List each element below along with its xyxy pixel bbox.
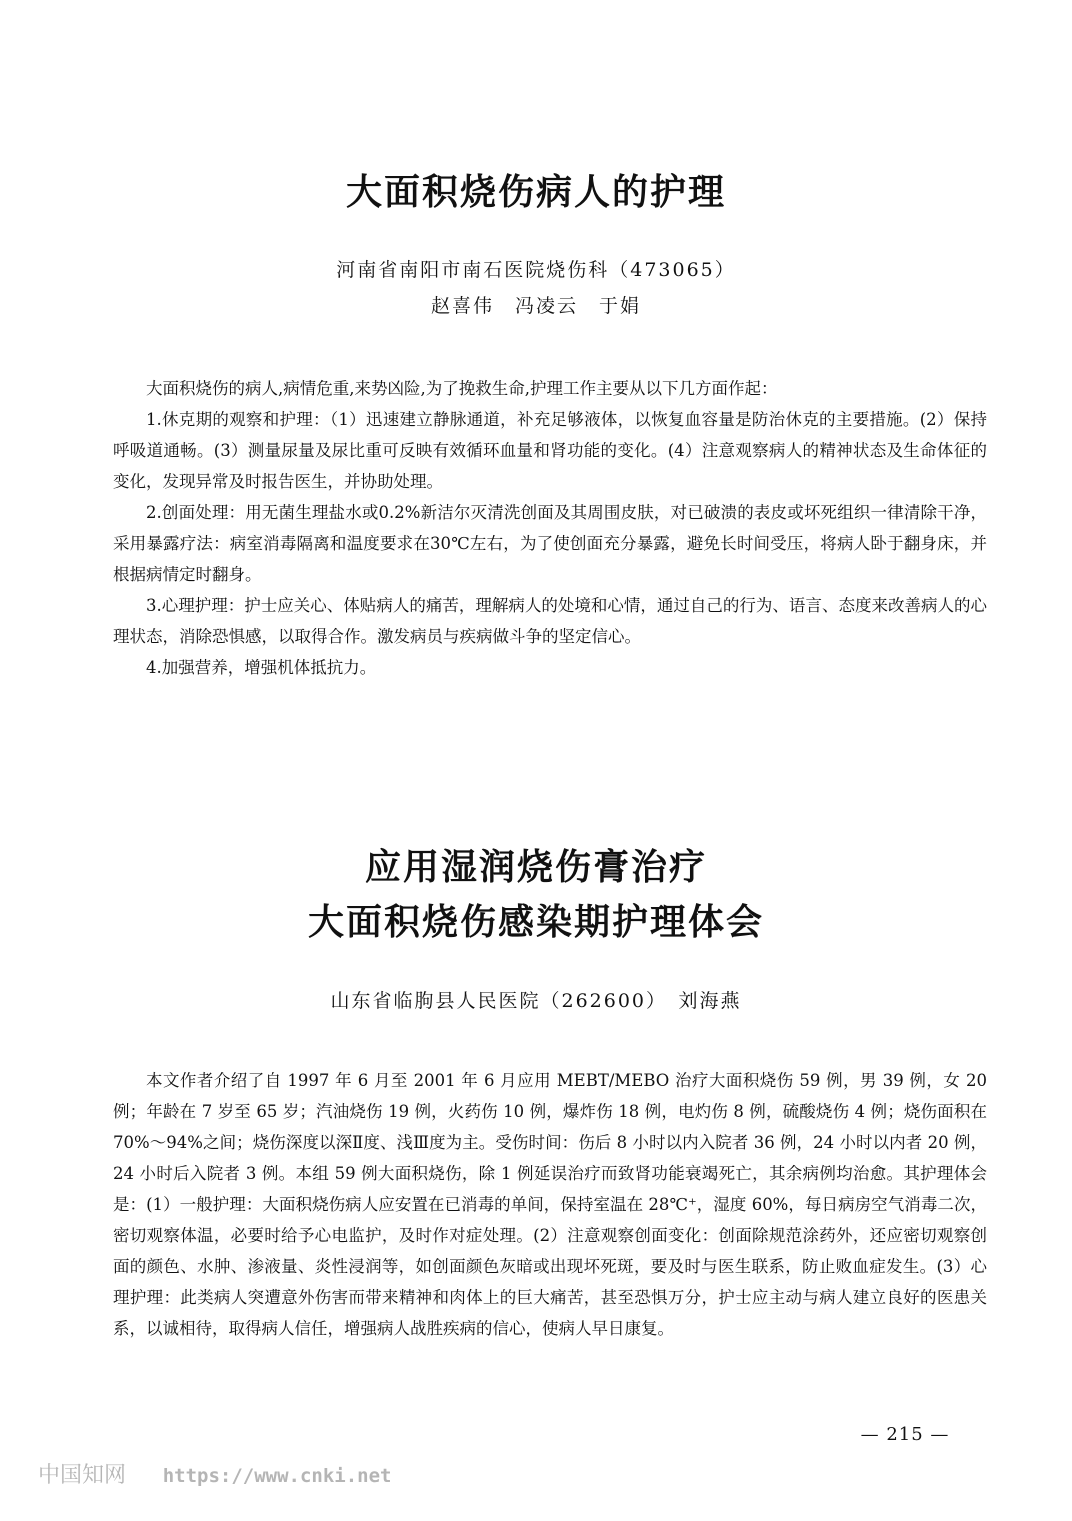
article1-paragraph: 大面积烧伤的病人,病情危重,来势凶险,为了挽救生命,护理工作主要从以下几方面作起： [146, 379, 778, 398]
article1-title: 大面积烧伤病人的护理 [345, 172, 726, 213]
article1-authors: 赵喜伟 冯凌云 于娟 [430, 295, 641, 317]
article1-paragraph: 1.休克期的观察和护理：（1）迅速建立静脉通道，补充足够液体，以恢复血容量是防治休克的主要措施。(2）保持呼吸道通畅。(3）测量尿量及尿比重可反映有效循环血量和肾功能的变化。(4）注意观察病人的精神状态及生命体征的变化，发现异常及时报告医生，并协助处理。 [113, 410, 987, 491]
article1-paragraph: 3.心理护理：护士应关心、体贴病人的痛苦，理解病人的处境和心情，通过自己的行为、语言、态度来改善病人的心理状态，消除恐惧感，以取得合作。激发病员与疾病做斗争的坚定信心。 [113, 596, 987, 646]
article1-paragraph: 4.加强营养，增强机体抵抗力。 [146, 658, 377, 677]
article1-paragraph: 2.创面处理：用无菌生理盐水或0.2%新洁尔灭清洗创面及其周围皮肤，对已破溃的表皮或坏死组织一律清除干净，采用暴露疗法：病室消毒隔离和温度要求在30℃左右，为了使创面充分暴露，避免长时间受压，将病人卧于翻身床，并根据病情定时翻身。 [113, 503, 987, 584]
watermark-url[interactable]: https://www.cnki.net [162, 1465, 392, 1487]
article1-body [113, 373, 987, 683]
watermark [38, 1458, 391, 1489]
article2-affiliation: 山东省临朐县人民医院（262600） 刘海燕 [330, 990, 742, 1012]
article2-title-line2: 大面积烧伤感染期护理体会 [307, 902, 764, 943]
article2-title-line1: 应用湿润烧伤膏治疗 [364, 847, 707, 888]
page-number: — 215 — [860, 1424, 950, 1445]
watermark-site-name: 中国知网 [38, 1463, 127, 1488]
article2-body [113, 1065, 987, 1344]
article1-affiliation: 河南省南阳市南石医院烧伤科（473065） [336, 259, 736, 281]
article2-paragraph: 本文作者介绍了自 1997 年 6 月至 2001 年 6 月应用 MEBT/MEBO 治疗大面积烧伤 59 例，男 39 例，女 20 例；年龄在 7 岁至 65 岁；汽油烧伤 19 例，火药伤 10 例，爆炸伤 18 例，电灼伤 8 例，硫酸烧伤 4 例；烧伤面积在 70%～94%之间；烧伤深度以深Ⅱ度、浅Ⅲ度为主。受伤时间：伤后 8 小时以内入院者 36 例，24 小时以内者 20 例，24 小时后入院者 3 例。本组 59 例大面积烧伤，除 1 例延误治疗而致肾功能衰竭死亡，其余病例均治愈。其护理体会是：(1）一般护理：大面积烧伤病人应安置在已消毒的单间，保持室温在 28℃⁺，湿度 60%，每日病房空气消毒二次，密切观察体温，必要时给予心电监护，及时作对症处理。(2）注意观察创面变化：创面除规范涂药外，还应密切观察创面的颜色、水肿、渗液量、炎性浸润等，如创面颜色灰暗或出现坏死斑，要及时与医生联系，防止败血症发生。(3）心理护理：此类病人突遭意外伤害而带来精神和肉体上的巨大痛苦，甚至恐惧万分，护士应主动与病人建立良好的医患关系，以诚相待，取得病人信任，增强病人战胜疾病的信心，使病人早日康复。 [113, 1071, 987, 1338]
